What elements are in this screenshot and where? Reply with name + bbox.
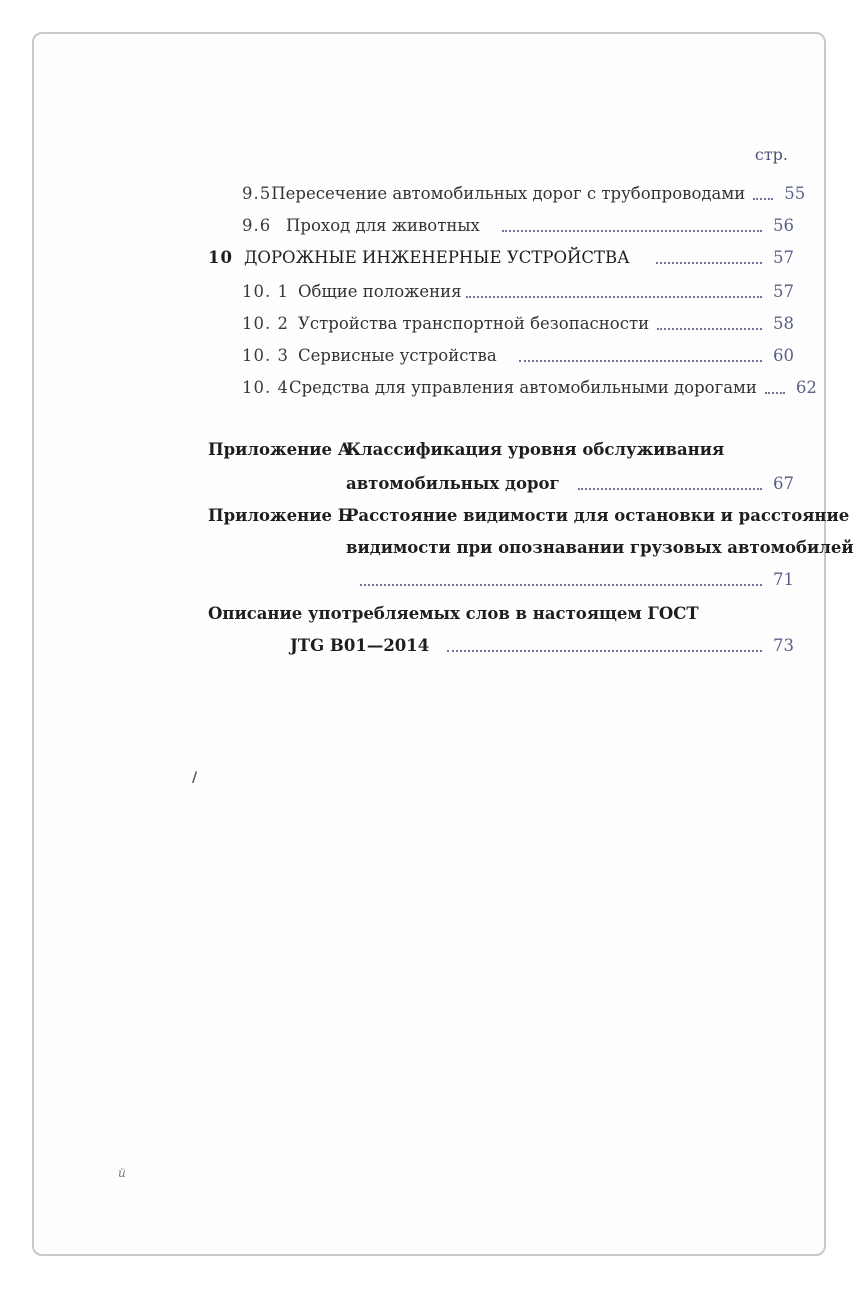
page-number: 58	[773, 314, 794, 333]
toc-entry-appendix-a-cont[interactable]	[346, 468, 794, 494]
page-number: 55	[784, 184, 806, 203]
section-number: 9.5	[242, 184, 272, 203]
section-title: Общие положения	[298, 282, 462, 301]
section-title: Средства для управления автомобильными дорогами	[288, 378, 757, 397]
toc-entry-10-3[interactable]	[242, 340, 794, 366]
toc-entry-9-6[interactable]	[242, 210, 794, 236]
dot-leader	[656, 260, 762, 264]
section-title: Проход для животных	[286, 216, 480, 235]
page-number: 73	[773, 636, 794, 655]
dot-leader	[466, 294, 762, 298]
page-number: 67	[773, 474, 794, 493]
toc-entry-chapter-10[interactable]	[208, 242, 794, 268]
appendix-title-line1: Классификация уровня обслуживания	[346, 440, 725, 459]
page-number: 62	[795, 378, 817, 397]
section-number: 9.6	[242, 216, 272, 235]
dot-leader	[753, 196, 773, 200]
page-column-label: стр.	[754, 145, 788, 164]
scan-mark: /	[192, 770, 198, 786]
toc-entry-appendix-b-cont[interactable]	[346, 532, 854, 558]
appendix-title-line2: автомобильных дорог	[346, 474, 560, 493]
appendix-title-line1: Расстояние видимости для остановки и расстояние	[346, 506, 850, 525]
chapter-title: ДОРОЖНЫЕ ИНЖЕНЕРНЫЕ УСТРОЙСТВА	[244, 248, 630, 267]
section-number: 10. 4	[242, 378, 289, 397]
toc-entry-glossary[interactable]	[208, 598, 794, 624]
page-number: 56	[773, 216, 794, 235]
section-title: Пересечение автомобильных дорог с трубопроводами	[271, 184, 746, 203]
glossary-title-line2: JTG B01—2014	[290, 636, 430, 655]
dot-leader	[578, 486, 762, 490]
toc-entry-appendix-a[interactable]	[208, 434, 794, 460]
page-number: 57	[773, 282, 794, 301]
section-title: Сервисные устройства	[298, 346, 497, 365]
toc-entry-10-2[interactable]	[242, 308, 794, 334]
dot-leader	[765, 390, 785, 394]
toc-entry-10-1[interactable]	[242, 276, 794, 302]
page-number: 60	[773, 346, 794, 365]
toc-entry-appendix-b-leader[interactable]	[360, 564, 794, 590]
dot-leader	[360, 582, 762, 586]
dot-leader	[447, 648, 762, 652]
chapter-number: 10	[208, 248, 233, 267]
page-number: 57	[773, 248, 794, 267]
toc-entry-glossary-cont[interactable]	[290, 630, 794, 656]
appendix-title-line2: видимости при опознавании грузовых автомобилей	[346, 538, 854, 557]
appendix-label: Приложение А	[208, 440, 352, 459]
appendix-label: Приложение Б	[208, 506, 352, 525]
section-number: 10. 3	[242, 346, 289, 365]
section-number: 10. 2	[242, 314, 289, 333]
toc-entry-10-4[interactable]	[242, 372, 817, 398]
section-title: Устройства транспортной безопасности	[298, 314, 650, 333]
dot-leader	[519, 358, 762, 362]
section-number: 10. 1	[242, 282, 289, 301]
glossary-title-line1: Описание употребляемых слов в настоящем ГОСТ	[208, 604, 699, 623]
scan-mark: й	[118, 1166, 126, 1180]
toc-entry-9-5[interactable]	[242, 178, 806, 204]
document-page	[32, 32, 854, 1256]
page-number: 71	[773, 570, 794, 589]
dot-leader	[657, 326, 762, 330]
toc-entry-appendix-b[interactable]	[208, 500, 850, 526]
dot-leader	[502, 228, 762, 232]
